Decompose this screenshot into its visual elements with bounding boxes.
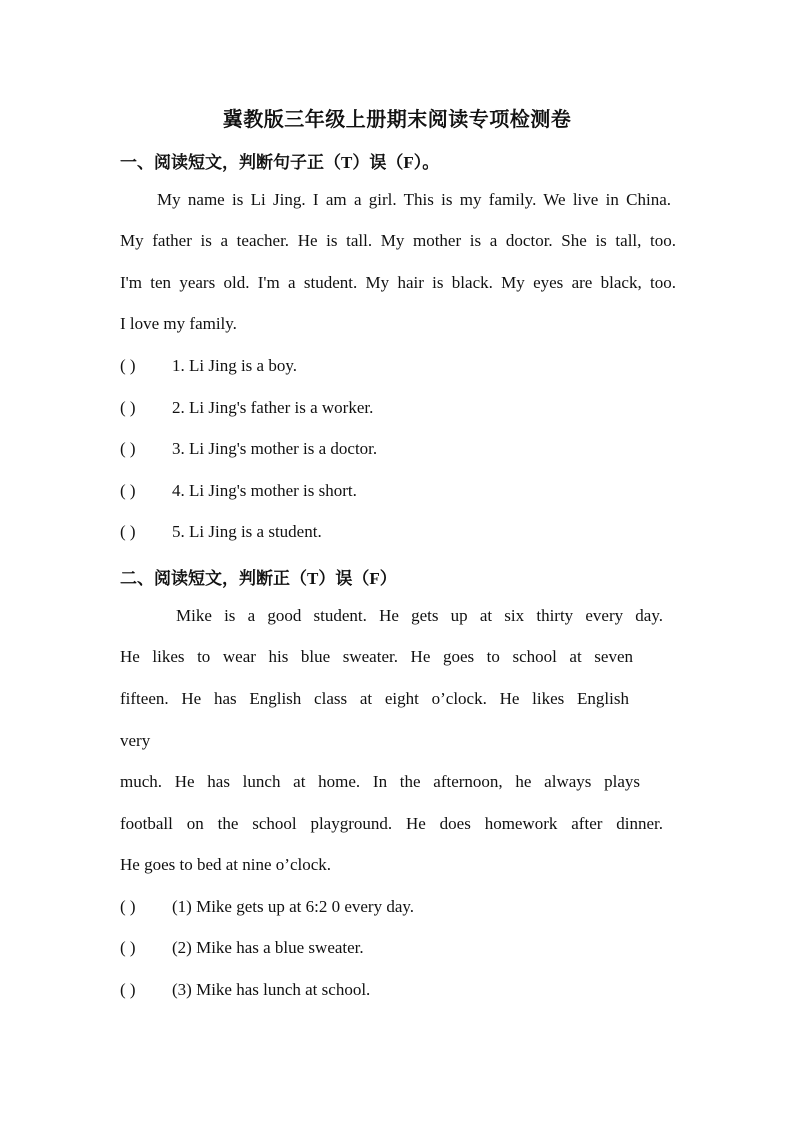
answer-blank[interactable]: ( ) <box>120 356 136 375</box>
answer-blank[interactable]: ( ) <box>120 938 136 957</box>
section-1-heading: 一、阅读短文，判断句子正（T）误（F）。 <box>120 153 440 172</box>
section-2-passage-line: He goes to bed at nine o’clock. <box>120 855 332 874</box>
section-1-question-5 <box>120 522 322 542</box>
question-text: 3. Li Jing's mother is a doctor. <box>172 439 378 458</box>
section-2-question-3 <box>120 980 370 1000</box>
answer-blank[interactable]: ( ) <box>120 439 136 458</box>
question-text: (2) Mike has a blue sweater. <box>172 938 364 957</box>
answer-blank[interactable]: ( ) <box>120 481 136 500</box>
section-2-passage-line: much. He has lunch at home. In the afternoon, he always plays <box>120 772 640 791</box>
section-2-passage-line: He likes to wear his blue sweater. He goes to school at seven <box>120 647 633 666</box>
section-1-question-4 <box>120 481 357 501</box>
section-2-question-2 <box>120 938 364 958</box>
section-1-passage-line: I'm ten years old. I'm a student. My hair is black. My eyes are black, too. <box>120 273 676 292</box>
section-2-passage-line: fifteen. He has English class at eight o’clock. He likes English <box>120 689 629 708</box>
answer-blank[interactable]: ( ) <box>120 897 136 916</box>
section-1-question-2 <box>120 398 373 418</box>
question-text: 1. Li Jing is a boy. <box>172 356 297 375</box>
question-text: 5. Li Jing is a student. <box>172 522 322 541</box>
section-1-question-1 <box>120 356 297 376</box>
section-1-question-3 <box>120 439 377 459</box>
section-2-passage-line: football on the school playground. He does homework after dinner. <box>120 814 663 833</box>
question-text: (3) Mike has lunch at school. <box>172 980 371 999</box>
question-text: 4. Li Jing's mother is short. <box>172 481 357 500</box>
answer-blank[interactable]: ( ) <box>120 980 136 999</box>
page-title: 冀教版三年级上册期末阅读专项检测卷 <box>222 109 572 131</box>
answer-blank[interactable]: ( ) <box>120 522 136 541</box>
section-2-heading: 二、阅读短文，判断正（T）误（F） <box>120 569 397 588</box>
answer-blank[interactable]: ( ) <box>120 398 136 417</box>
section-2-question-1 <box>120 897 414 917</box>
section-1-passage-line: I love my family. <box>120 314 237 333</box>
question-text: 2. Li Jing's father is a worker. <box>172 398 374 417</box>
section-2-passage-line: very <box>120 731 151 750</box>
section-1-passage-line: My name is Li Jing. I am a girl. This is my family. We live in China. <box>157 190 671 209</box>
section-1-passage-line: My father is a teacher. He is tall. My mother is a doctor. She is tall, too. <box>120 231 676 250</box>
section-2-passage-line: Mike is a good student. He gets up at six thirty every day. <box>176 606 663 625</box>
question-text: (1) Mike gets up at 6:2 0 every day. <box>172 897 415 916</box>
